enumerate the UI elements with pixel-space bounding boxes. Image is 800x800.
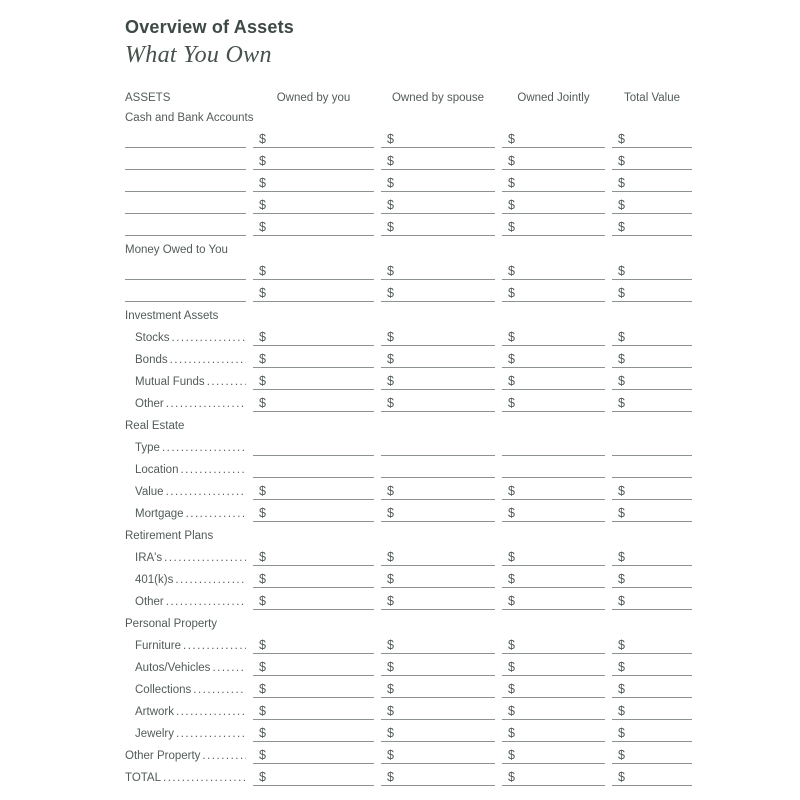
dollar-sign: $	[387, 330, 394, 344]
amount-input-line[interactable]	[253, 192, 374, 214]
amount-input-line[interactable]	[253, 170, 374, 192]
amount-input-line[interactable]	[612, 654, 692, 676]
dot-leader	[212, 662, 246, 674]
dollar-sign: $	[618, 132, 625, 146]
amount-input-line[interactable]	[612, 324, 692, 346]
dollar-sign: $	[387, 704, 394, 718]
table-row	[125, 588, 692, 610]
amount-input-line[interactable]	[381, 126, 495, 148]
amount-input-line[interactable]	[381, 742, 495, 764]
value-input-line[interactable]	[502, 434, 605, 456]
amount-input-line[interactable]	[502, 258, 605, 280]
amount-input-line[interactable]	[381, 368, 495, 390]
dollar-sign: $	[259, 132, 266, 146]
dollar-sign: $	[387, 550, 394, 564]
section-label: Real Estate	[125, 420, 185, 432]
amount-input-line[interactable]	[381, 280, 495, 302]
amount-input-line[interactable]	[612, 390, 692, 412]
dollar-sign: $	[259, 286, 266, 300]
dollar-sign: $	[618, 198, 625, 212]
dot-leader	[176, 706, 246, 718]
column-header-owned-jointly: Owned Jointly	[517, 92, 590, 104]
page-subtitle: What You Own	[125, 42, 272, 68]
row-label-text: Collections	[135, 684, 192, 696]
amount-input-line[interactable]	[612, 566, 692, 588]
dot-leader	[170, 354, 246, 366]
dollar-sign: $	[508, 704, 515, 718]
row-label-text: Type	[135, 442, 160, 454]
amount-input-line[interactable]	[502, 698, 605, 720]
value-input-line[interactable]	[253, 434, 374, 456]
dot-leader	[193, 684, 246, 696]
amount-input-line[interactable]	[612, 280, 692, 302]
dollar-sign: $	[508, 770, 515, 784]
dollar-sign: $	[508, 198, 515, 212]
table-row	[125, 478, 692, 500]
amount-input-line[interactable]	[612, 632, 692, 654]
amount-input-line[interactable]	[502, 192, 605, 214]
dollar-sign: $	[508, 154, 515, 168]
dollar-sign: $	[618, 286, 625, 300]
row-label-text: Mutual Funds	[135, 376, 205, 388]
row-label	[125, 456, 246, 478]
amount-input-line[interactable]	[253, 632, 374, 654]
amount-input-line[interactable]	[381, 632, 495, 654]
table-row	[125, 632, 692, 654]
dollar-sign: $	[508, 682, 515, 696]
amount-input-line[interactable]	[253, 148, 374, 170]
dollar-sign: $	[508, 352, 515, 366]
dollar-sign: $	[259, 264, 266, 278]
amount-input-line[interactable]	[612, 500, 692, 522]
table-row	[125, 214, 692, 236]
amount-input-line[interactable]	[253, 566, 374, 588]
amount-input-line[interactable]	[381, 390, 495, 412]
dot-leader	[166, 486, 246, 498]
amount-input-line[interactable]	[502, 566, 605, 588]
dollar-sign: $	[259, 704, 266, 718]
amount-input-line[interactable]	[502, 390, 605, 412]
dot-leader	[163, 772, 246, 784]
dot-leader	[166, 398, 246, 410]
row-label-text: Bonds	[135, 354, 168, 366]
amount-input-line[interactable]	[381, 192, 495, 214]
amount-input-line[interactable]	[502, 280, 605, 302]
amount-input-line[interactable]	[381, 148, 495, 170]
dot-leader	[176, 728, 246, 740]
dollar-sign: $	[259, 330, 266, 344]
row-label-text: Value	[135, 486, 164, 498]
amount-input-line[interactable]	[612, 368, 692, 390]
amount-input-line[interactable]	[502, 478, 605, 500]
dollar-sign: $	[259, 726, 266, 740]
amount-input-line[interactable]	[502, 170, 605, 192]
dollar-sign: $	[508, 264, 515, 278]
dollar-sign: $	[259, 638, 266, 652]
dollar-sign: $	[618, 550, 625, 564]
amount-input-line[interactable]	[253, 654, 374, 676]
row-label-text: 401(k)s	[135, 574, 174, 586]
dollar-sign: $	[387, 352, 394, 366]
amount-input-line[interactable]	[253, 258, 374, 280]
amount-input-line[interactable]	[502, 148, 605, 170]
dollar-sign: $	[387, 594, 394, 608]
dollar-sign: $	[387, 154, 394, 168]
table-row	[125, 742, 692, 764]
amount-input-line[interactable]	[253, 126, 374, 148]
dollar-sign: $	[259, 198, 266, 212]
table-row	[125, 126, 692, 148]
dollar-sign: $	[387, 264, 394, 278]
dot-leader	[180, 464, 246, 476]
section-label: Investment Assets	[125, 310, 219, 322]
amount-input-line[interactable]	[253, 346, 374, 368]
amount-input-line[interactable]	[502, 544, 605, 566]
asset-name-input-line[interactable]	[125, 258, 246, 280]
table-row	[125, 324, 692, 346]
asset-name-input-line[interactable]	[125, 170, 246, 192]
dollar-sign: $	[508, 220, 515, 234]
dollar-sign: $	[508, 550, 515, 564]
dollar-sign: $	[259, 396, 266, 410]
row-label	[125, 676, 246, 698]
row-label	[125, 720, 246, 742]
dollar-sign: $	[508, 506, 515, 520]
dollar-sign: $	[387, 286, 394, 300]
amount-input-line[interactable]	[381, 324, 495, 346]
value-input-line[interactable]	[502, 456, 605, 478]
dot-leader	[183, 640, 246, 652]
amount-input-line[interactable]	[612, 478, 692, 500]
value-input-line[interactable]	[253, 456, 374, 478]
amount-input-line[interactable]	[612, 698, 692, 720]
amount-input-line[interactable]	[381, 258, 495, 280]
amount-input-line[interactable]	[381, 170, 495, 192]
amount-input-line[interactable]	[612, 544, 692, 566]
dot-leader	[202, 750, 246, 762]
amount-input-line[interactable]	[612, 742, 692, 764]
form-content	[125, 16, 692, 786]
table-row	[125, 148, 692, 170]
dollar-sign: $	[259, 484, 266, 498]
dollar-sign: $	[618, 726, 625, 740]
table-row	[125, 390, 692, 412]
amount-input-line[interactable]	[502, 676, 605, 698]
row-label	[125, 544, 246, 566]
dollar-sign: $	[259, 550, 266, 564]
table-row	[125, 544, 692, 566]
dollar-sign: $	[618, 220, 625, 234]
dollar-sign: $	[508, 638, 515, 652]
row-label-text: Mortgage	[135, 508, 184, 520]
dollar-sign: $	[618, 572, 625, 586]
table-row	[125, 346, 692, 368]
dollar-sign: $	[508, 484, 515, 498]
dollar-sign: $	[508, 660, 515, 674]
amount-input-line[interactable]	[502, 632, 605, 654]
table-header-row	[125, 90, 692, 104]
amount-input-line[interactable]	[612, 214, 692, 236]
dollar-sign: $	[508, 176, 515, 190]
row-label-text: Other	[135, 398, 164, 410]
amount-input-line[interactable]	[381, 478, 495, 500]
amount-input-line[interactable]	[612, 764, 692, 786]
amount-input-line[interactable]	[253, 324, 374, 346]
row-label	[125, 698, 246, 720]
section-label: Cash and Bank Accounts	[125, 112, 254, 124]
row-label	[125, 434, 246, 456]
amount-input-line[interactable]	[612, 346, 692, 368]
dollar-sign: $	[259, 770, 266, 784]
row-label	[125, 390, 246, 412]
amount-input-line[interactable]	[253, 390, 374, 412]
row-label-text: Jewelry	[135, 728, 174, 740]
amount-input-line[interactable]	[502, 654, 605, 676]
dollar-sign: $	[618, 330, 625, 344]
dollar-sign: $	[508, 330, 515, 344]
amount-input-line[interactable]	[253, 280, 374, 302]
dollar-sign: $	[508, 572, 515, 586]
value-input-line[interactable]	[612, 434, 692, 456]
amount-input-line[interactable]	[502, 368, 605, 390]
asset-name-input-line[interactable]	[125, 148, 246, 170]
dollar-sign: $	[508, 132, 515, 146]
amount-input-line[interactable]	[381, 720, 495, 742]
dollar-sign: $	[618, 660, 625, 674]
amount-input-line[interactable]	[612, 126, 692, 148]
dollar-sign: $	[508, 594, 515, 608]
value-input-line[interactable]	[612, 456, 692, 478]
table-row	[125, 720, 692, 742]
row-label-text: Artwork	[135, 706, 174, 718]
amount-input-line[interactable]	[253, 368, 374, 390]
dot-leader	[207, 376, 246, 388]
row-label	[125, 764, 246, 786]
amount-input-line[interactable]	[381, 346, 495, 368]
table-row	[125, 368, 692, 390]
row-label	[125, 742, 246, 764]
dollar-sign: $	[387, 396, 394, 410]
page-title: Overview of Assets	[125, 17, 295, 37]
row-label-text: IRA's	[135, 552, 163, 564]
asset-name-input-line[interactable]	[125, 214, 246, 236]
amount-input-line[interactable]	[612, 258, 692, 280]
column-header-owned-by-you: Owned by you	[276, 92, 351, 104]
dollar-sign: $	[387, 770, 394, 784]
amount-input-line[interactable]	[502, 588, 605, 610]
dollar-sign: $	[618, 638, 625, 652]
amount-input-line[interactable]	[253, 742, 374, 764]
dollar-sign: $	[618, 264, 625, 278]
row-label-text: TOTAL	[125, 772, 161, 784]
table-row	[125, 566, 692, 588]
dot-leader	[175, 574, 246, 586]
amount-input-line[interactable]	[612, 192, 692, 214]
dollar-sign: $	[387, 176, 394, 190]
row-label-text: Autos/Vehicles	[135, 662, 211, 674]
row-label	[125, 632, 246, 654]
dollar-sign: $	[387, 660, 394, 674]
dollar-sign: $	[618, 484, 625, 498]
column-header-assets: ASSETS	[125, 92, 171, 104]
dollar-sign: $	[618, 352, 625, 366]
table-row	[125, 434, 692, 456]
dollar-sign: $	[618, 748, 625, 762]
row-label-text: Other Property	[125, 750, 201, 762]
asset-name-input-line[interactable]	[125, 126, 246, 148]
column-header-total-value: Total Value	[623, 92, 681, 104]
dollar-sign: $	[618, 770, 625, 784]
amount-input-line[interactable]	[612, 170, 692, 192]
dollar-sign: $	[387, 748, 394, 762]
dollar-sign: $	[259, 154, 266, 168]
amount-input-line[interactable]	[381, 566, 495, 588]
amount-input-line[interactable]	[253, 720, 374, 742]
dollar-sign: $	[259, 506, 266, 520]
amount-input-line[interactable]	[502, 324, 605, 346]
asset-name-input-line[interactable]	[125, 192, 246, 214]
row-label-text: Location	[135, 464, 179, 476]
dollar-sign: $	[259, 748, 266, 762]
amount-input-line[interactable]	[502, 764, 605, 786]
dollar-sign: $	[387, 484, 394, 498]
dollar-sign: $	[508, 726, 515, 740]
dollar-sign: $	[259, 682, 266, 696]
table-row	[125, 170, 692, 192]
amount-input-line[interactable]	[381, 764, 495, 786]
dollar-sign: $	[618, 374, 625, 388]
row-label-text: Other	[135, 596, 164, 608]
section-label: Retirement Plans	[125, 530, 214, 542]
dollar-sign: $	[387, 638, 394, 652]
amount-input-line[interactable]	[612, 720, 692, 742]
row-label	[125, 346, 246, 368]
dollar-sign: $	[259, 176, 266, 190]
dollar-sign: $	[508, 396, 515, 410]
row-label	[125, 368, 246, 390]
dollar-sign: $	[259, 572, 266, 586]
dot-leader	[166, 596, 246, 608]
table-row	[125, 676, 692, 698]
dot-leader	[164, 552, 246, 564]
amount-input-line[interactable]	[502, 214, 605, 236]
amount-input-line[interactable]	[253, 676, 374, 698]
amount-input-line[interactable]	[612, 676, 692, 698]
row-label	[125, 566, 246, 588]
dollar-sign: $	[387, 682, 394, 696]
amount-input-line[interactable]	[253, 588, 374, 610]
dot-leader	[186, 508, 246, 520]
dollar-sign: $	[508, 748, 515, 762]
form-body	[125, 111, 692, 786]
table-row	[125, 698, 692, 720]
dollar-sign: $	[387, 132, 394, 146]
amount-input-line[interactable]	[253, 764, 374, 786]
amount-input-line[interactable]	[502, 742, 605, 764]
amount-input-line[interactable]	[253, 544, 374, 566]
value-input-line[interactable]	[381, 434, 495, 456]
dollar-sign: $	[387, 726, 394, 740]
row-label	[125, 654, 246, 676]
dollar-sign: $	[618, 506, 625, 520]
table-row	[125, 456, 692, 478]
amount-input-line[interactable]	[253, 698, 374, 720]
dollar-sign: $	[618, 154, 625, 168]
row-label	[125, 324, 246, 346]
amount-input-line[interactable]	[612, 588, 692, 610]
table-row	[125, 654, 692, 676]
amount-input-line[interactable]	[381, 654, 495, 676]
amount-input-line[interactable]	[381, 588, 495, 610]
dollar-sign: $	[387, 572, 394, 586]
row-label	[125, 500, 246, 522]
amount-input-line[interactable]	[502, 346, 605, 368]
amount-input-line[interactable]	[381, 544, 495, 566]
dollar-sign: $	[259, 220, 266, 234]
amount-input-line[interactable]	[381, 698, 495, 720]
asset-name-input-line[interactable]	[125, 280, 246, 302]
amount-input-line[interactable]	[502, 720, 605, 742]
dot-leader	[162, 442, 246, 454]
table-row	[125, 258, 692, 280]
dollar-sign: $	[508, 286, 515, 300]
section-label: Money Owed to You	[125, 244, 228, 256]
table-row	[125, 280, 692, 302]
dollar-sign: $	[259, 374, 266, 388]
dot-leader	[172, 332, 246, 344]
dollar-sign: $	[618, 682, 625, 696]
row-label-text: Furniture	[135, 640, 182, 652]
dollar-sign: $	[508, 374, 515, 388]
row-label	[125, 478, 246, 500]
column-header-owned-by-spouse: Owned by spouse	[391, 92, 485, 104]
table-row	[125, 764, 692, 786]
section-label: Personal Property	[125, 618, 218, 630]
value-input-line[interactable]	[381, 456, 495, 478]
dollar-sign: $	[387, 374, 394, 388]
row-label	[125, 588, 246, 610]
dollar-sign: $	[387, 198, 394, 212]
amount-input-line[interactable]	[253, 500, 374, 522]
amount-input-line[interactable]	[381, 214, 495, 236]
dollar-sign: $	[259, 352, 266, 366]
amount-input-line[interactable]	[253, 478, 374, 500]
dollar-sign: $	[618, 176, 625, 190]
amount-input-line[interactable]	[502, 500, 605, 522]
amount-input-line[interactable]	[381, 500, 495, 522]
amount-input-line[interactable]	[381, 676, 495, 698]
table-row	[125, 500, 692, 522]
dollar-sign: $	[618, 396, 625, 410]
dollar-sign: $	[259, 594, 266, 608]
row-label-text: Stocks	[135, 332, 170, 344]
amount-input-line[interactable]	[253, 214, 374, 236]
dollar-sign: $	[387, 220, 394, 234]
amount-input-line[interactable]	[502, 126, 605, 148]
dollar-sign: $	[387, 506, 394, 520]
dollar-sign: $	[618, 594, 625, 608]
amount-input-line[interactable]	[612, 148, 692, 170]
dollar-sign: $	[259, 660, 266, 674]
dollar-sign: $	[618, 704, 625, 718]
table-row	[125, 192, 692, 214]
